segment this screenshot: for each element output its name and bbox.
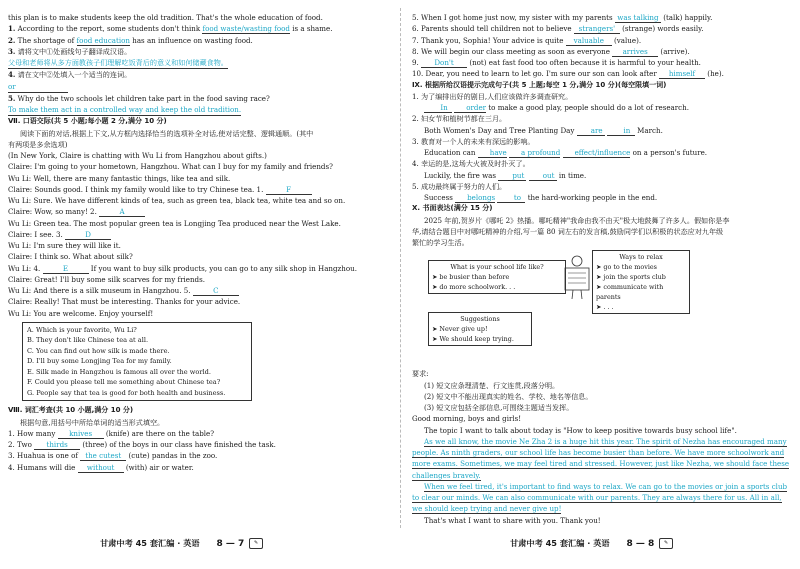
school-life-item: ➤ do more schoolwork. . .: [432, 283, 516, 292]
writing-prompt-3: 繁忙的学习生活。: [412, 238, 469, 247]
vocab-answer: knives: [58, 429, 104, 439]
translation-pre: Education can: [424, 148, 476, 157]
option-item: G. People say that tea is good for both health and business.: [27, 388, 226, 397]
requirement-item: (1) 短文应条理清楚、行文连贯,段落分明。: [424, 380, 560, 390]
question-2: 2. The shortage of food education has an influence on wasting food.: [8, 35, 253, 45]
question-4: 4. 请在文中②处填入一个适当的连词。: [8, 70, 132, 80]
translation-answer: out: [529, 171, 557, 181]
dialog-text: Wu Li: Well, there are many fantastic things, like tea and silk.: [8, 173, 231, 183]
vocab-hint: (talk) happily.: [663, 13, 713, 22]
vocab-hint: (value).: [614, 35, 642, 45]
requirement-item: (2) 短文中不能出现真实的姓名、学校、地名等信息。: [424, 391, 593, 401]
suggestions-box: [428, 312, 532, 346]
vocab-hint: (strange) words easily.: [622, 24, 704, 34]
relax-item: ➤ communicate with parents: [596, 283, 664, 302]
vocab-item: [412, 23, 794, 34]
vocab-hint: (three) of the boys in our class have finished the task.: [82, 440, 276, 449]
dialog-line: [8, 274, 390, 285]
vocab-item: [412, 35, 794, 46]
vocab-item: [412, 68, 794, 79]
answer-1: food waste/wasting food: [202, 24, 290, 34]
vocab-prompt: 4. Humans will die: [8, 462, 76, 472]
option-item: D. I'll buy some Longjing Tea for my family.: [27, 357, 172, 366]
vocab-prompt: 6. Parents should tell children not to believe: [412, 24, 572, 34]
footer-title: 甘肃中考 45 套汇编 · 英语: [100, 538, 200, 548]
dialog-line: [8, 173, 390, 184]
dialog-line: [8, 240, 390, 251]
dialog-text: Wu Li: And there is a silk museum in Hangzhou. 5.: [8, 286, 191, 295]
vocab-prompt: 1. How many: [8, 428, 56, 438]
page-divider: [400, 8, 401, 528]
dialog-line: [8, 229, 390, 240]
dialog-answer: D: [65, 230, 111, 240]
translation-post: March.: [637, 125, 663, 135]
essay-paragraph-2: When we feel tired, it's important to find ways to relax. We can go to the movies or join a sports club to clear our minds. We can also communicate with our parents. They are always there for us. All in all, we should keep trying and never give up!: [412, 481, 788, 514]
dialog-text: Wu Li: You are welcome. Enjoy yourself!: [8, 308, 154, 318]
options-box: [22, 322, 252, 402]
suggestion-item: ➤ Never give up!: [432, 325, 488, 334]
dialog-line: [8, 251, 390, 262]
dialog-answer: C: [193, 286, 239, 296]
translation-answer: in: [607, 126, 635, 136]
dialog-text: Claire: I see. 3.: [8, 229, 63, 239]
dialog-text: Claire: Great! I'll buy some silk scarves for my friends.: [8, 274, 205, 284]
relax-item: ➤ . . .: [596, 303, 614, 312]
vocab-hint: (knife) are there on the table?: [105, 428, 215, 438]
section-7-title: Ⅶ. 口语交际(共 5 小题;每小题 2 分,满分 10 分): [8, 117, 167, 126]
vocab-answer: the cutest: [80, 451, 126, 461]
school-life-item: ➤ be busier than before: [432, 273, 510, 282]
translation-post: the hard-working people in the end.: [527, 193, 658, 202]
mind-map: [412, 250, 794, 368]
vocab-hint: (arrive).: [660, 46, 690, 56]
dialog-answer: E: [43, 264, 89, 274]
dialog-line: [8, 161, 390, 172]
dialog-line: [8, 285, 390, 296]
translation-english: [412, 170, 794, 181]
vocab-prompt: 10. Dear, you need to learn to let go. I'm sure our son can look after: [412, 69, 657, 79]
vocab-item: [8, 428, 390, 439]
vocab-hint: (he).: [707, 69, 724, 79]
vocab-list-left: [8, 428, 390, 473]
answer-4: or: [8, 81, 390, 93]
dialog-text: Claire: Really! That must be interesting. Thanks for your advice.: [8, 297, 241, 307]
dialog-text: Wu Li: Green tea. The most popular green tea is Longjing Tea produced near the West Lake.: [8, 218, 341, 228]
vocab-item: [8, 439, 390, 450]
translation-english: [412, 192, 794, 203]
translation-answer: effect/influence: [563, 148, 631, 158]
translation-post: in time.: [558, 170, 587, 180]
vocab-item: [412, 57, 794, 68]
translation-chinese: 3. 教育对一个人的未来有深远的影响。: [412, 136, 535, 146]
section-8-instruction: 根据句意,用括号中所给单词的适当形式填空。: [20, 417, 165, 427]
suggestions-title: Suggestions: [460, 315, 500, 324]
dialog-text: Claire: Wow, so many! 2.: [8, 207, 97, 217]
footer-left: [100, 538, 263, 549]
vocab-prompt: 5. When I got home just now, my sister with my parents: [412, 13, 613, 22]
vocab-prompt: 3. Huahua is one of: [8, 451, 78, 461]
relax-item: ➤ join the sports club: [596, 273, 666, 282]
question-5: 5. Why do the two schools let children take part in the food saving race?: [8, 93, 270, 103]
dialog-answer: A: [99, 207, 145, 217]
vocab-item: [8, 450, 390, 461]
dialog-text: (In New York, Claire is chatting with Wu Li from Hangzhou about gifts.): [8, 151, 267, 160]
ways-to-relax-box: [592, 250, 690, 314]
suggestion-item: ➤ We should keep trying.: [432, 335, 514, 344]
option-item: A. Which is your favorite, Wu Li?: [27, 325, 137, 334]
dialog-text: Wu Li: I'm sure they will like it.: [8, 241, 121, 250]
dialog-line: [8, 218, 390, 229]
translation-chinese: 2. 妇女节和植树节都在三月。: [412, 114, 507, 124]
dialog-text: Claire: I think so. What about silk?: [8, 252, 133, 262]
section-10-title: Ⅹ. 书面表达(满分 15 分): [412, 204, 493, 213]
section-7-instruction: 阅读下面的对话,根据上下文,从方框内选择恰当的选项补全对话,使对话完整、逻辑通顺。(其中: [20, 128, 314, 138]
translation-answer: belongs: [455, 193, 495, 203]
translation-chinese: 1. 为了编排出好的剧目,人们应该做许多调查研究。: [412, 91, 573, 101]
translation-list: [412, 91, 794, 204]
section-7-instruction-2: 有两项是多余选项): [8, 139, 68, 149]
dialog-line: [8, 206, 390, 217]
translation-english: [412, 147, 794, 158]
option-item: F. Could you please tell me something about Chinese tea?: [27, 378, 221, 387]
dialog-text: Claire: I'm going to your hometown, Hangzhou. What can I buy for my family and friends?: [8, 162, 333, 172]
writing-prompt-2: 华,请结合题目中对哪吒精神的介绍,写一篇 80 词左右的发言稿,鼓励同学们以积极的状态应对九年级: [412, 226, 724, 236]
answer-5: To make them act in a controlled way and keep the old tradition.: [8, 104, 390, 116]
requirement-item: (3) 短文应包括全部信息,可围绕主题适当发挥。: [424, 403, 574, 412]
dialog-line: [8, 195, 390, 206]
translation-chinese: 4. 幸运的是,这场大火被及时扑灭了。: [412, 159, 530, 169]
essay-greeting: Good morning, boys and girls!: [412, 414, 522, 424]
translation-pre: Success: [424, 193, 453, 202]
dialog-text: Wu Li: Sure. We have different kinds of tea, such as green tea, black tea, white tea and so on.: [8, 196, 346, 205]
school-life-title: What is your school life like?: [450, 263, 544, 272]
page-number: 8 — 7: [216, 539, 245, 549]
question-1: 1. According to the report, some students don't think food waste/wasting food is a shame.: [8, 24, 333, 34]
vocab-prompt: 8. We will begin our class meeting as soon as everyone: [412, 46, 610, 56]
vocab-prompt: 9.: [412, 58, 419, 67]
vocab-answer: without: [78, 463, 124, 473]
ways-to-relax-title: Ways to relax: [619, 253, 663, 262]
translation-answer: In: [424, 103, 452, 113]
vocab-hint: (cute) pandas in the zoo.: [128, 451, 218, 461]
school-life-box: [428, 260, 566, 294]
dialog-text: Wu Li: 4.: [8, 263, 41, 273]
vocab-answer: was talking: [615, 13, 661, 23]
translation-chinese: 5. 成功最终属于努力的人们。: [412, 181, 507, 191]
option-item: E. Silk made in Hangzhou is famous all over the world.: [27, 367, 211, 376]
publisher-logo-icon: ✎: [659, 538, 673, 549]
translation-pre: Both Women's Day and Tree Planting Day: [424, 125, 575, 135]
vocab-answer: arrives: [612, 47, 658, 57]
dialog: [8, 150, 390, 319]
vocab-item: [8, 462, 390, 473]
footer-right: [510, 538, 673, 549]
translation-answer: have: [478, 148, 507, 158]
requirements-title: 要求:: [412, 369, 429, 379]
left-column: [8, 12, 390, 473]
essay-topic: The topic I want to talk about today is "How to keep positive towards busy school life".: [424, 425, 737, 435]
requirements-list: [412, 380, 794, 414]
vocab-item: [412, 46, 794, 57]
translation-english: [412, 125, 794, 136]
translation-answer: put: [498, 171, 526, 181]
vocab-prompt: 2. Two: [8, 440, 32, 449]
writing-prompt-1: 2025 年前,贺岁片《哪吒 2》热播。哪吒精神"我命由我不由天"极大地鼓舞了许多人。假如你是李: [424, 215, 730, 225]
translation-english: [412, 102, 794, 113]
dialog-answer: F: [266, 185, 312, 195]
dialog-line: [8, 263, 390, 274]
dialog-line: [8, 308, 390, 319]
footer-title: 甘肃中考 45 套汇编 · 英语: [510, 538, 610, 548]
translation-answer: order: [454, 103, 486, 113]
translation-answer: a profound: [509, 148, 560, 158]
vocab-prompt: 7. Thank you, Sophia! Your advice is quite: [412, 35, 564, 45]
translation-post: to make a good play, people should do a lot of research.: [488, 103, 689, 112]
vocab-item: [412, 12, 794, 23]
relax-item: ➤ go to the movies: [596, 263, 657, 272]
translation-post: on a person's future.: [632, 148, 708, 157]
section-9-title: Ⅸ. 根据所给汉语提示完成句子(共 5 上题;每空 1 分,满分 10 分)(每空限填一词): [412, 80, 667, 89]
dialog-line: [8, 184, 390, 195]
publisher-logo-icon: ✎: [249, 538, 263, 549]
essay-paragraph-1: As we all know, the movie Ne Zha 2 is a huge hit this year. The spirit of Nezha has encouraged many people. As ninth graders, our school life has become busier than before. We have more schoolwork and more exams. Sometimes, we may feel tired and stressed. However, just like Nezha, we should face these challenges bravely.: [412, 436, 790, 480]
vocab-answer: Don't: [421, 58, 467, 68]
vocab-list-right: [412, 12, 794, 80]
question-3: 3. 请将文中①处画线句子翻译成汉语。: [8, 46, 132, 56]
translation-answer: to: [497, 193, 525, 203]
answer-2: food education: [76, 35, 130, 45]
answer-3: 父母和老师将从多方面教孩子们理解吃饭背后的意义和如何储藏食物。: [8, 57, 390, 69]
section-8-title: Ⅷ. 词汇考查(共 10 小题,满分 10 分): [8, 406, 134, 415]
student-figure-icon: [562, 254, 592, 300]
dialog-text: Claire: Sounds good. I think my family would like to try Chinese tea. 1.: [8, 184, 264, 194]
page-number: 8 — 8: [626, 539, 655, 549]
translation-answer: are: [577, 126, 605, 136]
vocab-hint: (not) eat fast food too often because it is harmful to your health.: [469, 58, 701, 67]
dialog-line: [8, 296, 390, 307]
dialog-line: [8, 150, 390, 161]
essay-closing: That's what I want to share with you. Thank you!: [424, 515, 601, 525]
option-item: C. You can find out how silk is made there.: [27, 346, 170, 355]
vocab-hint: (with) air or water.: [125, 462, 194, 472]
vocab-answer: himself: [659, 69, 705, 79]
dialog-text-post: If you want to buy silk products, you can go to any silk shop in Hangzhou.: [90, 263, 357, 273]
vocab-answer: strangers': [574, 24, 620, 34]
reading-intro: this plan is to make students keep the old tradition. That's the whole education of food.: [8, 13, 323, 22]
vocab-answer: thirds: [34, 440, 80, 450]
vocab-answer: valuable: [566, 36, 612, 46]
option-item: B. They don't like Chinese tea at all.: [27, 336, 149, 345]
translation-pre: Luckily, the fire was: [424, 170, 497, 180]
right-column: [412, 12, 794, 526]
